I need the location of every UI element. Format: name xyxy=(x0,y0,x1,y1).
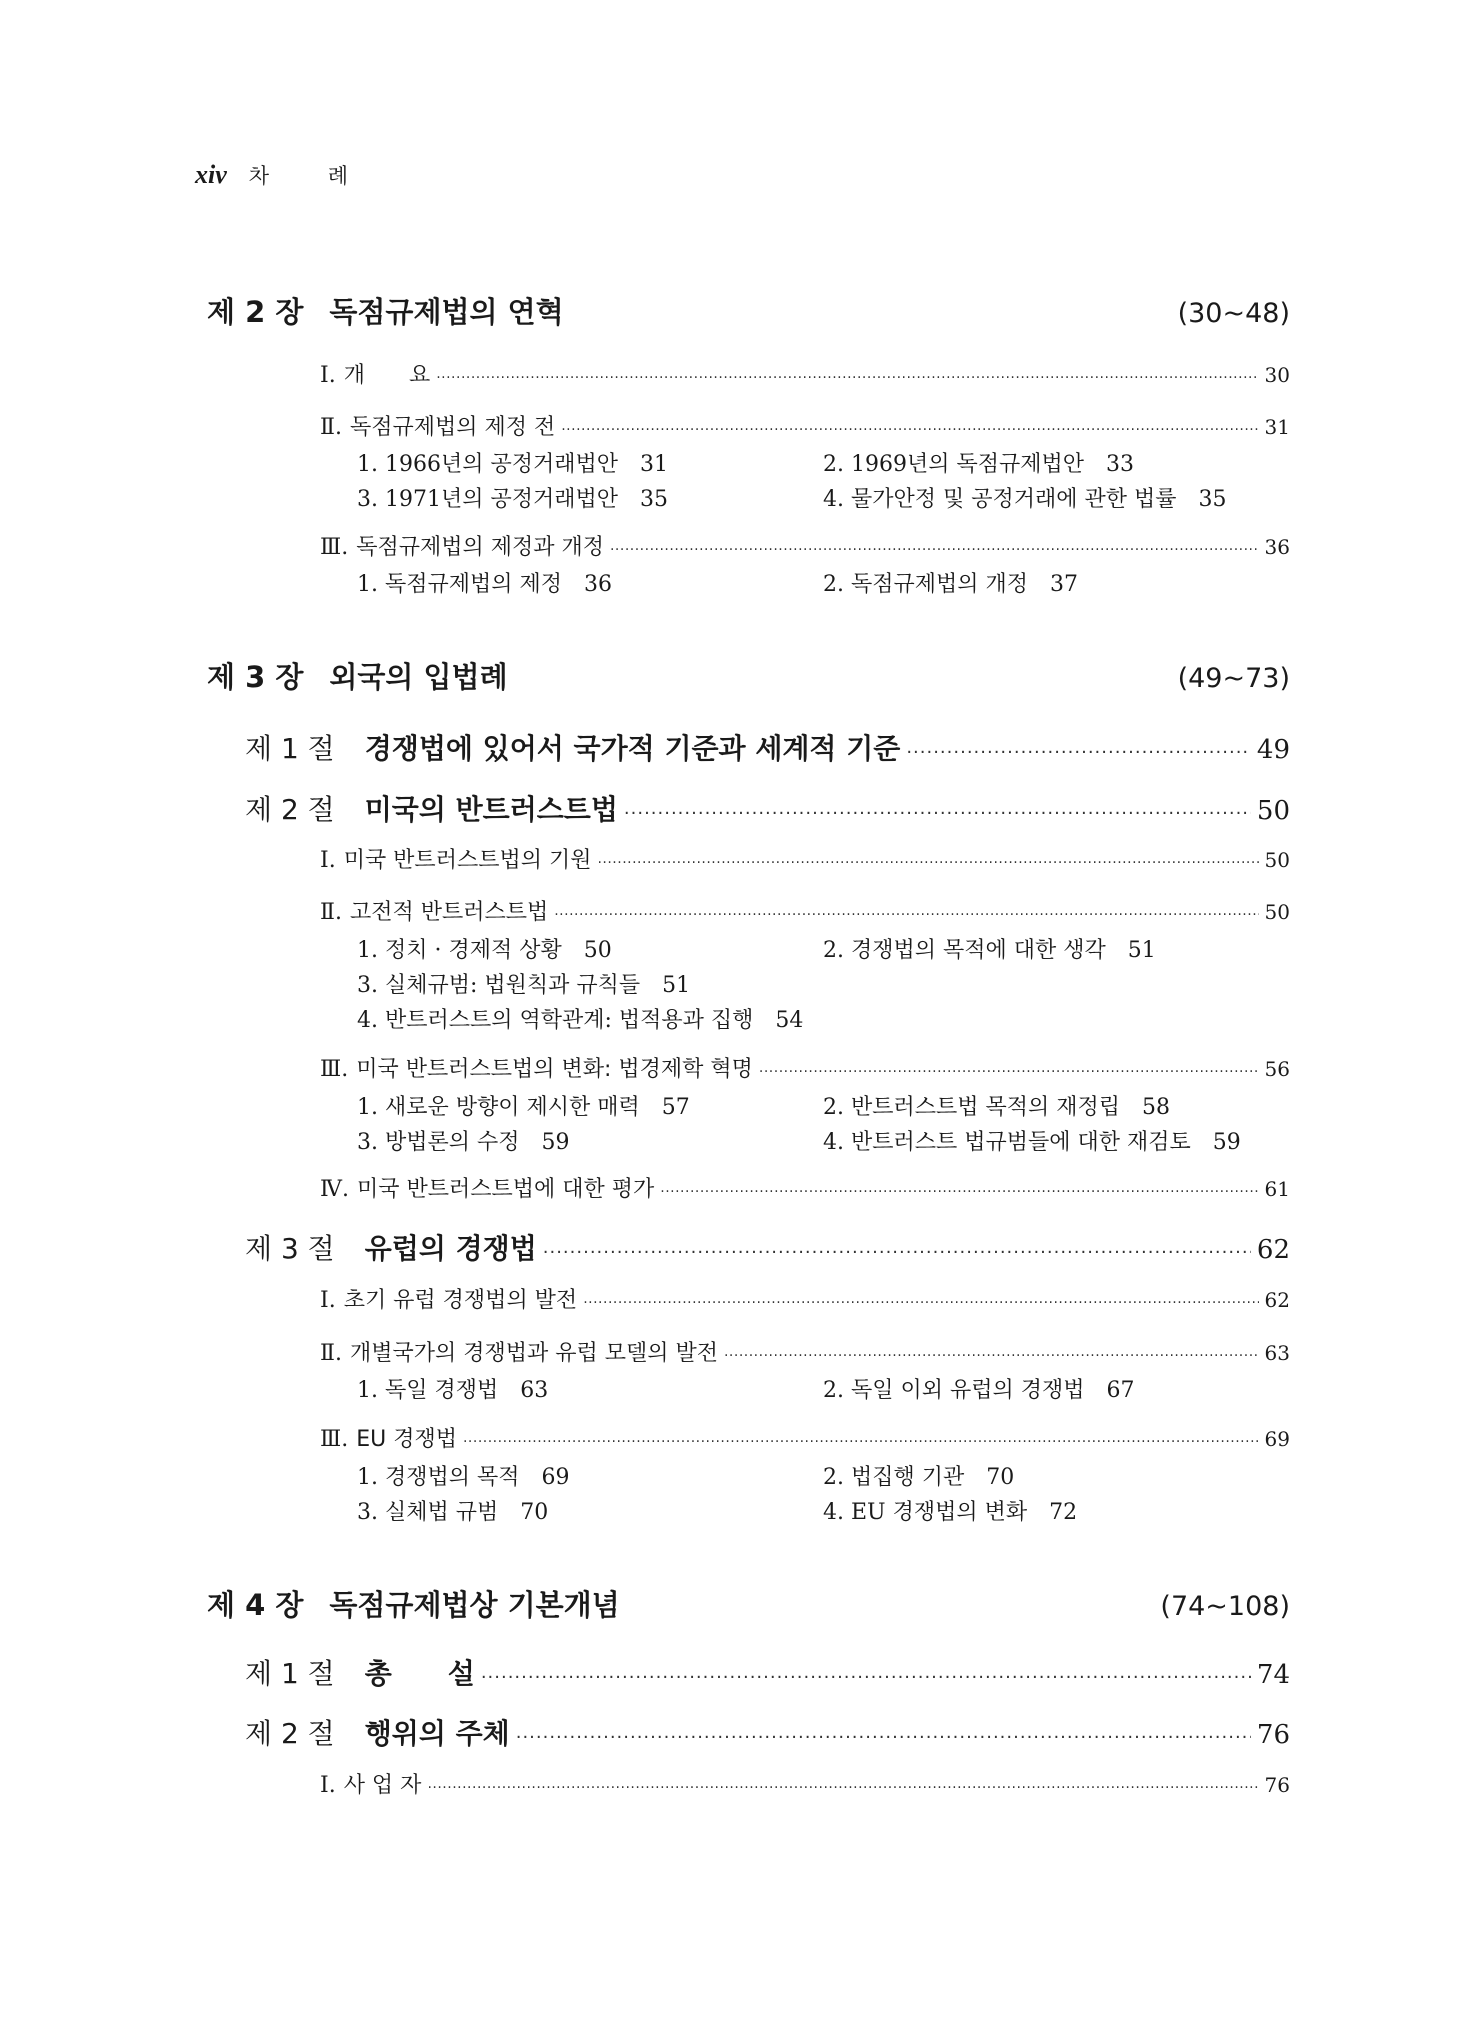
section-number: 제 2 절 xyxy=(245,793,335,826)
subsection-title: 사 업 자 xyxy=(343,1773,422,1798)
section-title: 유럽의 경쟁법 xyxy=(364,1232,537,1265)
toc-item[interactable]: 3. 방법론의 수정 59 xyxy=(357,1130,570,1155)
dot-leader xyxy=(436,370,1258,386)
dot-leader xyxy=(759,1064,1259,1080)
dot-leader xyxy=(610,542,1259,558)
subsection-page: 36 xyxy=(1264,535,1290,559)
subsection-title: 독점규제법의 제정 전 xyxy=(349,415,556,440)
toc-item[interactable]: 1. 독일 경쟁법 63 xyxy=(357,1378,549,1403)
subsection-page: 56 xyxy=(1264,1057,1290,1081)
toc-item[interactable]: 3. 실체규범: 법원칙과 규칙들 51 xyxy=(357,973,691,998)
toc-section[interactable] xyxy=(245,1712,1290,1752)
section-number: 제 2 절 xyxy=(245,1717,335,1750)
subsection-number: Ⅲ. xyxy=(320,1427,349,1452)
subsection-number: Ⅱ. xyxy=(320,900,342,925)
subsection-number: Ⅰ. xyxy=(320,848,336,873)
toc-subsection[interactable] xyxy=(320,358,1290,390)
subsection-number: Ⅲ. xyxy=(320,1057,349,1082)
toc-item[interactable]: 3. 1971년의 공정거래법안 35 xyxy=(357,487,668,512)
subsection-title: 고전적 반트러스트법 xyxy=(349,900,549,925)
subsection-title: 초기 유럽 경쟁법의 발전 xyxy=(343,1288,578,1313)
toc-item[interactable]: 2. 법집행 기관 70 xyxy=(823,1465,1015,1490)
subsection-page: 63 xyxy=(1264,1341,1290,1365)
subsection-page: 50 xyxy=(1264,848,1290,872)
toc-item[interactable]: 2. 독점규제법의 개정 37 xyxy=(823,572,1078,597)
subsection-number: Ⅲ. xyxy=(320,535,349,560)
dot-leader xyxy=(516,1727,1251,1748)
toc-subsection[interactable] xyxy=(320,843,1290,875)
toc-subsection[interactable] xyxy=(320,1336,1290,1368)
toc-subsection[interactable] xyxy=(320,1283,1290,1315)
toc-item[interactable]: 1. 독점규제법의 제정 36 xyxy=(357,572,612,597)
section-title: 경쟁법에 있어서 국가적 기준과 세계적 기준 xyxy=(364,732,901,765)
subsection-title: 미국 반트러스트법에 대한 평가 xyxy=(356,1177,655,1202)
chapter-heading[interactable] xyxy=(207,655,1290,695)
chapter-number: 제 4 장 xyxy=(207,1588,304,1622)
section-page: 49 xyxy=(1256,735,1290,765)
chapter-page-range: (30~48) xyxy=(1177,298,1290,329)
section-title: 미국의 반트러스트법 xyxy=(364,793,618,826)
toc-subsection[interactable] xyxy=(320,1172,1290,1204)
toc-subsection[interactable] xyxy=(320,1052,1290,1084)
dot-leader xyxy=(427,1780,1258,1796)
toc-section[interactable] xyxy=(245,788,1290,828)
toc-item[interactable]: 1. 정치 · 경제적 상황 50 xyxy=(357,938,612,963)
toc-subsection[interactable] xyxy=(320,1768,1290,1800)
dot-leader xyxy=(543,1242,1251,1263)
chapter-title: 외국의 입법례 xyxy=(329,660,508,694)
toc-subsection[interactable] xyxy=(320,1422,1290,1454)
dot-leader xyxy=(583,1295,1258,1311)
toc-item[interactable]: 2. 독일 이외 유럽의 경쟁법 67 xyxy=(823,1378,1135,1403)
page-header xyxy=(195,160,374,190)
subsection-title: EU 경쟁법 xyxy=(356,1427,457,1452)
subsection-number: Ⅳ. xyxy=(320,1177,349,1202)
toc-subsection[interactable] xyxy=(320,410,1290,442)
subsection-number: Ⅱ. xyxy=(320,415,342,440)
chapter-title: 독점규제법상 기본개념 xyxy=(329,1588,620,1622)
subsection-number: Ⅰ. xyxy=(320,363,336,388)
subsection-number: Ⅰ. xyxy=(320,1288,336,1313)
dot-leader xyxy=(624,803,1251,824)
section-page: 74 xyxy=(1256,1660,1290,1690)
section-title: 총 설 xyxy=(364,1657,475,1690)
section-page: 76 xyxy=(1256,1720,1290,1750)
subsection-title: 개별국가의 경쟁법과 유럽 모델의 발전 xyxy=(349,1341,718,1366)
chapter-page-range: (74~108) xyxy=(1160,1591,1290,1622)
subsection-page: 76 xyxy=(1264,1773,1290,1797)
subsection-page: 69 xyxy=(1264,1427,1290,1451)
toc-section[interactable] xyxy=(245,727,1290,767)
toc-subsection[interactable] xyxy=(320,530,1290,562)
toc-item[interactable]: 1. 1966년의 공정거래법안 31 xyxy=(357,452,668,477)
toc-item[interactable]: 2. 1969년의 독점규제법안 33 xyxy=(823,452,1134,477)
toc-item[interactable]: 2. 반트러스트법 목적의 재정립 58 xyxy=(823,1095,1170,1120)
section-number: 제 1 절 xyxy=(245,732,335,765)
dot-leader xyxy=(597,855,1258,871)
subsection-number: Ⅰ. xyxy=(320,1773,336,1798)
dot-leader xyxy=(561,422,1258,438)
toc-section[interactable] xyxy=(245,1652,1290,1692)
section-number: 제 3 절 xyxy=(245,1232,335,1265)
toc-item[interactable]: 4. EU 경쟁법의 변화 72 xyxy=(823,1500,1078,1525)
subsection-page: 61 xyxy=(1264,1177,1290,1201)
dot-leader xyxy=(481,1667,1251,1688)
section-page: 50 xyxy=(1256,796,1290,826)
subsection-number: Ⅱ. xyxy=(320,1341,342,1366)
toc-item[interactable]: 4. 물가안정 및 공정거래에 관한 법률 35 xyxy=(823,487,1227,512)
subsection-page: 62 xyxy=(1264,1288,1290,1312)
dot-leader xyxy=(724,1348,1259,1364)
subsection-title: 독점규제법의 제정과 개정 xyxy=(356,535,604,560)
toc-item[interactable]: 3. 실체법 규범 70 xyxy=(357,1500,549,1525)
chapter-page-range: (49~73) xyxy=(1177,663,1290,694)
chapter-number: 제 2 장 xyxy=(207,295,304,329)
header-title: 차 례 xyxy=(248,164,375,188)
toc-item[interactable]: 1. 새로운 방향이 제시한 매력 57 xyxy=(357,1095,690,1120)
dot-leader xyxy=(554,907,1258,923)
toc-item[interactable]: 4. 반트러스트의 역학관계: 법적용과 집행 54 xyxy=(357,1008,804,1033)
toc-subsection[interactable] xyxy=(320,895,1290,927)
toc-section[interactable] xyxy=(245,1227,1290,1267)
chapter-number: 제 3 장 xyxy=(207,660,304,694)
subsection-title: 미국 반트러스트법의 기원 xyxy=(343,848,592,873)
toc-item[interactable]: 2. 경쟁법의 목적에 대한 생각 51 xyxy=(823,938,1156,963)
toc-item[interactable]: 4. 반트러스트 법규범들에 대한 재검토 59 xyxy=(823,1130,1241,1155)
toc-item[interactable]: 1. 경쟁법의 목적 69 xyxy=(357,1465,570,1490)
section-title: 행위의 주체 xyxy=(364,1717,510,1750)
dot-leader xyxy=(906,742,1251,763)
section-number: 제 1 절 xyxy=(245,1657,335,1690)
chapter-heading[interactable] xyxy=(207,1583,1290,1623)
chapter-title: 독점규제법의 연혁 xyxy=(329,295,564,329)
subsection-title: 미국 반트러스트법의 변화: 법경제학 혁명 xyxy=(356,1057,753,1082)
page-number: xiv xyxy=(195,160,227,189)
subsection-page: 31 xyxy=(1264,415,1290,439)
subsection-title: 개 요 xyxy=(343,363,431,388)
subsection-page: 30 xyxy=(1264,363,1290,387)
dot-leader xyxy=(463,1434,1259,1450)
section-page: 62 xyxy=(1256,1235,1290,1265)
subsection-page: 50 xyxy=(1264,900,1290,924)
dot-leader xyxy=(660,1184,1258,1200)
chapter-heading[interactable] xyxy=(207,290,1290,330)
